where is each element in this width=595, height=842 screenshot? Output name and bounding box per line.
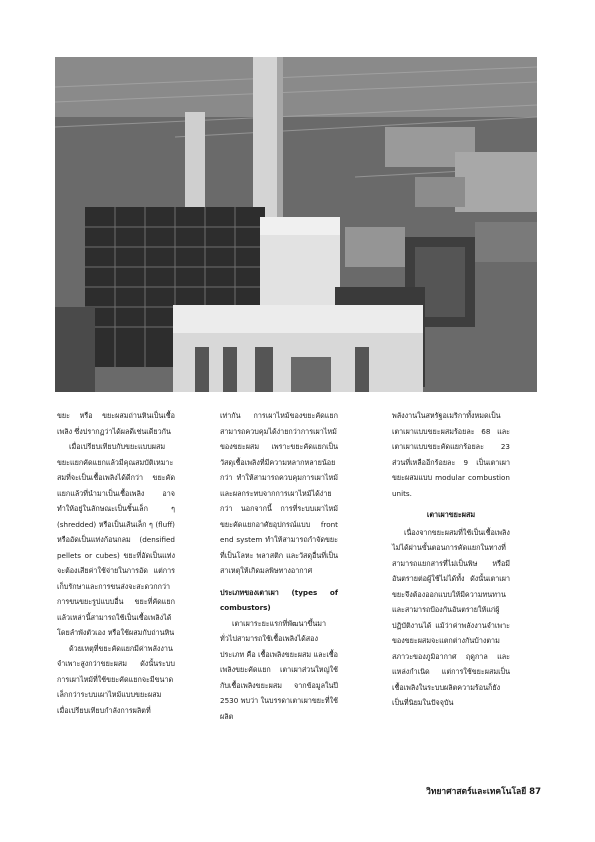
text-column-3 (392, 408, 510, 711)
section-heading: ประเภทของเตาเผา (types of combustors) (220, 587, 338, 612)
text-column-2 (220, 408, 338, 724)
paragraph: พลังงานในสหรัฐอเมริกาทั้งหมดเป็นเตาเผาแบบขยะผสมร้อยละ 68 และเตาเผาแบบขยะคัดแยกร้อยละ 23 ส่วนที่เหลืออีกร้อยละ 9 เป็นเตาเผาขยะผสมแบบ modular combustion units. (392, 411, 510, 498)
paragraph: เมื่อเปรียบเทียบกับขยะแบบผสม ขยะแยกคัดแยกแล้วมีคุณสมบัติเหมาะสมที่จะเป็นเชื้อเพลิงได้ดีกว่า ขยะคัดแยกแล้วที่นำมาเป็นเชื้อเพลิง อาจทำให้อยู่ในลักษณะเป็นชิ้นเล็ก ๆ (shredded) หรือเป็นเส้นเล็ก ๆ (fluff) หรืออัดเป็นแท่งก้อนกลม (densified pellets or cubes) ขยะที่อัดเป็นแท่งจะต้องเสียค่าใช้จ่ายในการอัด แต่การเก็บรักษาและการขนส่งจะสะดวกกว่าการขนขยะรูปแบบอื่น ขยะที่คัดแยกแล้วเหล่านี้สามารถใช้เป็นเชื้อเพลิงได้โดยลำพังตัวเอง หรือใช้ผสมกับถ่านหิน (57, 442, 175, 637)
section-heading: เตาเผาขยะผสม (426, 510, 476, 519)
paragraph: ด้วยเหตุที่ขยะคัดแยกมีค่าพลังงานจำเพาะสูงกว่าขยะผสม ดังนั้นระบบการเผาไหม้ที่ใช้ขยะคัดแยกจะมีขนาดเล็กกว่าระบบเผาไหม้แบบขยะผสม เมื่อเปรียบเทียบกำลังการผลิตที่ (57, 643, 175, 715)
text-column-1 (57, 408, 175, 718)
paragraph: ขยะ หรือ ขยะผสมถ่านหินเป็นเชื้อเพลิง ซึ่งปรากฏว่าได้ผลดีเช่นเดียวกัน (57, 411, 175, 436)
page-footer: วิทยาศาสตร์และเทคโนโลยี 87 (426, 787, 541, 797)
photo-illustration (55, 57, 537, 392)
paragraph: เตาเผาระยะแรกที่พัฒนาขึ้นมา ทั่วไปสามารถใช้เชื้อเพลิงได้สองประเภท คือ เชื้อเพลิงขยะผสม และเชื้อเพลิงขยะคัดแยก เตาเผาส่วนใหญ่ใช้กับเชื้อเพลิงขยะผสม จากข้อมูลในปี 2530 พบว่า ในบรรดาเตาเผาขยะที่ใช้ผลิต (220, 618, 338, 721)
paragraph: เนื่องจากขยะผสมที่ใช้เป็นเชื้อเพลิงไม่ได้ผ่านขั้นตอนการคัดแยกในทางที่สามารถแยกสารที่ไม่เป็นพิษ หรือมีอันตรายต่อผู้ใช้ไม่ได้ทั้ง ดังนั้นเตาเผาขยะจึงต้องออกแบบให้มีความทนทานและสามารถป้องกันอันตรายให้แก่ผู้ปฏิบัติงานได้ แม้ว่าค่าพลังงานจำเพาะของขยะผสมจะแตกต่างกันบ้างตามสภาวะของภูมิอากาศ ฤดูกาล และแหล่งกำเนิด แต่การใช้ขยะผสมเป็นเชื้อเพลิงในระบบผลิตความร้อนก็ยังเป็นที่นิยมในปัจจุบัน (392, 527, 510, 707)
power-plant-photo (55, 57, 537, 392)
paragraph: เท่ากัน การเผาไหม้ของขยะคัดแยกสามารถควบคุมได้ง่ายกว่าการเผาไหม้ของขยะผสม เพราะขยะคัดแยกเป็นวัสดุเชื้อเพลิงที่มีความหลากหลายน้อยกว่า ทำให้สามารถควบคุมการเผาไหม้และผลกระทบจากการเผาไหม้ได้ง่ายกว่า นอกจากนี้ การที่ระบบเผาไหม้ขยะคัดแยกอาศัยอุปกรณ์แบบ front end system ทำให้สามารถกำจัดขยะที่เป็นโลหะ พลาสติก และวัสดุอื่นที่เป็นสาเหตุให้เกิดมลพิษทางอากาศ (220, 411, 338, 575)
